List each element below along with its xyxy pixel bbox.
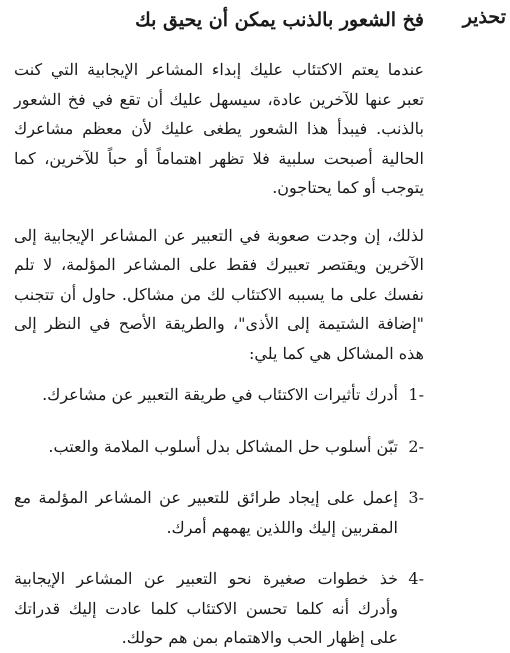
list-item [14, 564, 424, 653]
list-item-number: -4 [408, 569, 424, 588]
list-item [14, 432, 424, 462]
list-item-text: أدرك تأثيرات الاكتئاب في طريقة التعبير عن مشاعرك. [42, 385, 398, 404]
list-item [14, 483, 424, 542]
list-item-number: -1 [408, 385, 424, 404]
list-item-text: إعمل على إيجاد طرائق للتعبير عن المشاعر المؤلمة مع المقربين إليك واللذين يهمهم أمرك. [14, 488, 398, 537]
section-heading: فخ الشعور بالذنب يمكن أن يحيق بك [135, 9, 424, 31]
main-content [14, 0, 424, 653]
list-item-text: خذ خطوات صغيرة نحو التعبير عن المشاعر الإيجابية وأدرك أنه كلما تحسن الاكتئاب كلما عادت إليك قدراتك على إظهار الحب والاهتمام بمن هم حولك. [14, 569, 398, 647]
list-item-number: -2 [408, 436, 424, 456]
list-item-number: -3 [408, 488, 424, 507]
steps-list [14, 380, 424, 653]
paragraph-intro: عندما يعتم الاكتئاب عليك إبداء المشاعر الإيجابية التي كنت تعبر عنها للآخرين عادة، سيسهل عليك أن تقع في فخ الشعور بالذنب. فيبدأ هذا الشعور يطغى عليك لأن معظم مشاعرك الحالية أصبحت سلبية فلا تظهر اهتماماً أو حباً للآخرين، كما يتوجب أو كما يحتاجون. [14, 60, 424, 197]
warning-label: تحذير [462, 6, 506, 28]
list-item-text: تبّن أسلوب حل المشاكل بدل أسلوب الملامة والعتب. [48, 436, 398, 456]
paragraph-advice: لذلك، إن وجدت صعوبة في التعبير عن المشاعر الإيجابية إلى الآخرين ويقتصر تعبيرك فقط على المشاعر المؤلمة، لا تلم نفسك على ما يسببه الاكتئاب لك من مشاكل. حاول أن تتجنب "إضافة الشتيمة إلى الأذى"، والطريقة الأصح في النظر إلى هذه المشاكل هي كما يلي: [14, 225, 424, 363]
list-item [14, 380, 424, 410]
